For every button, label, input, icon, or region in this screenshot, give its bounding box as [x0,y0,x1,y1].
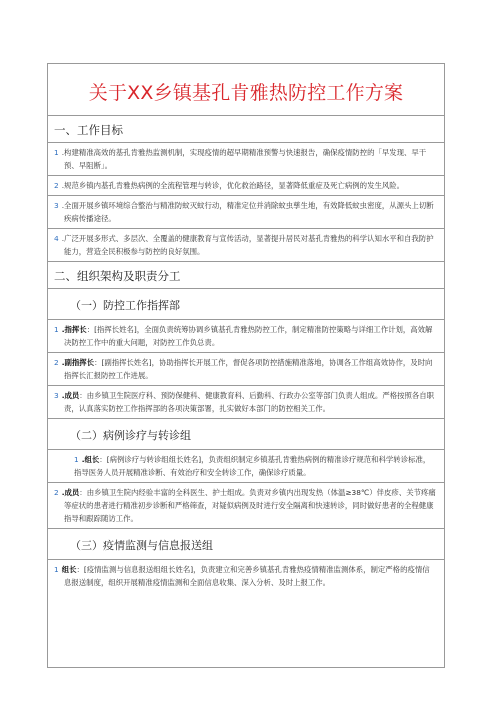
section-org-heading-row [48,262,444,289]
section-heading: 二、组织架构及职责分工 [54,269,181,283]
item-number: 2 [54,488,59,497]
duty-item-row [48,386,444,419]
item-text: ：[副指挥长姓名]，协助指挥长开展工作，督促各项防控措施精准落地，协调各工作组高效协作，及时向指挥长汇报防控工作进展。 [64,358,433,380]
item-label: .副指挥长 [61,358,95,367]
subsection-command-heading-row [48,289,444,320]
item-text: ：由乡镇卫生院医疗科、预防保健科、健康教育科、后勤科、行政办公室等部门负责人组成。严格按照各自职责，认真落实防控工作指挥部的各项决策部署，扎实做好本部门的防控相关工作。 [64,391,435,413]
section-heading: 一、工作目标 [54,123,123,137]
item-label: .组长 [81,455,100,464]
item-text: ：[指挥长姓名]，全面负责统筹协调乡镇基孔肯雅热防控工作，制定精准防控策略与详细工作计划，高效解决防控工作中的重大问题，对防控工作负总责。 [64,325,433,347]
item-number: 3 [54,201,59,210]
item-number: 1 [54,565,59,574]
item-number: 2 [54,181,59,190]
item-number: 1 [74,455,79,464]
goal-item [48,229,444,261]
duty-item [48,560,444,592]
item-label: .成员 [61,488,80,497]
item-text: .规范乡镇内基孔肯雅热病例的全流程管理与转诊，优化救治路径，显著降低重症及死亡病例的发生风险。 [61,181,405,190]
goal-item-row [48,229,444,262]
item-label: .成员 [61,391,80,400]
subsection-treatment-heading-row [48,419,444,450]
goal-item [48,176,444,195]
item-text: .构建精准高效的基孔肯雅热监测机制，实现疫情的超早期精准预警与快速报告，确保疫情防控的「早发现、早干预、早阻断」。 [61,148,427,170]
item-label: 组长 [61,565,77,574]
item-number: 2 [54,358,59,367]
duty-item [48,353,444,385]
duty-item-row [48,320,444,353]
duty-item-row [48,560,444,592]
item-label: .指挥长 [61,325,87,334]
document-title: 关于XX乡镇基孔肯雅热防控工作方案 [48,64,444,116]
item-text: ：由乡镇卫生院内经验丰富的全科医生、护士组成。负责对乡镇内出现发热（体温≥38℃）伴皮疹、关节疼痛等症状的患者进行精准初步诊断和严格筛查，对疑似病例及时进行安全隔离和快速转诊，同时做好患者的全程健康指导和跟踪随访工作。 [64,488,436,523]
duty-item [48,450,444,482]
goal-item [48,196,444,228]
document-page [47,63,445,668]
item-text: .广泛开展多形式、多层次、全覆盖的健康教育与宣传活动，显著提升居民对基孔肯雅热的科学认知水平和自我防护能力，营造全民积极参与防控的良好氛围。 [61,234,434,256]
duty-item-row [48,450,444,483]
goal-item-row [48,176,444,196]
section-goals-heading-row [48,116,444,143]
item-number: 4 [54,234,59,243]
goal-item-row [48,196,444,229]
goal-item [48,143,444,175]
duty-item [48,386,444,418]
item-number: 1 [54,325,59,334]
item-text: ：[病例诊疗与转诊组组长姓名]，负责组织制定乡镇基孔肯雅热病例的精准诊疗规范和科学转诊标准，指导医务人员开展精准诊断、有效治疗和安全转诊工作，确保诊疗质量。 [74,455,431,477]
subsection-heading: （二）病例诊疗与转诊组 [70,429,191,442]
item-text: .全面开展乡镇环境综合整治与精准防蚊灭蚊行动，精准定位并消除蚊虫孳生地，有效降低蚊虫密度，从源头上切断疾病传播途径。 [61,201,434,223]
duty-item-row [48,483,444,529]
subsection-heading: （一）防控工作指挥部 [70,299,180,312]
item-number: 3 [54,391,59,400]
subsection-monitoring-heading-row [48,529,444,560]
duty-item-row [48,353,444,386]
item-text: ：[疫情监测与信息报送组组长姓名]，负责建立和完善乡镇基孔肯雅热疫情精准监测体系，制定严格的疫情信息报送制度，组织开展精准疫情监测和全面信息收集、深入分析、及时上报工作。 [64,565,430,587]
duty-item [48,483,444,528]
subsection-heading: （三）疫情监测与信息报送组 [70,539,213,552]
item-number: 1 [54,148,59,157]
goal-item-row [48,143,444,176]
duty-item [48,320,444,352]
